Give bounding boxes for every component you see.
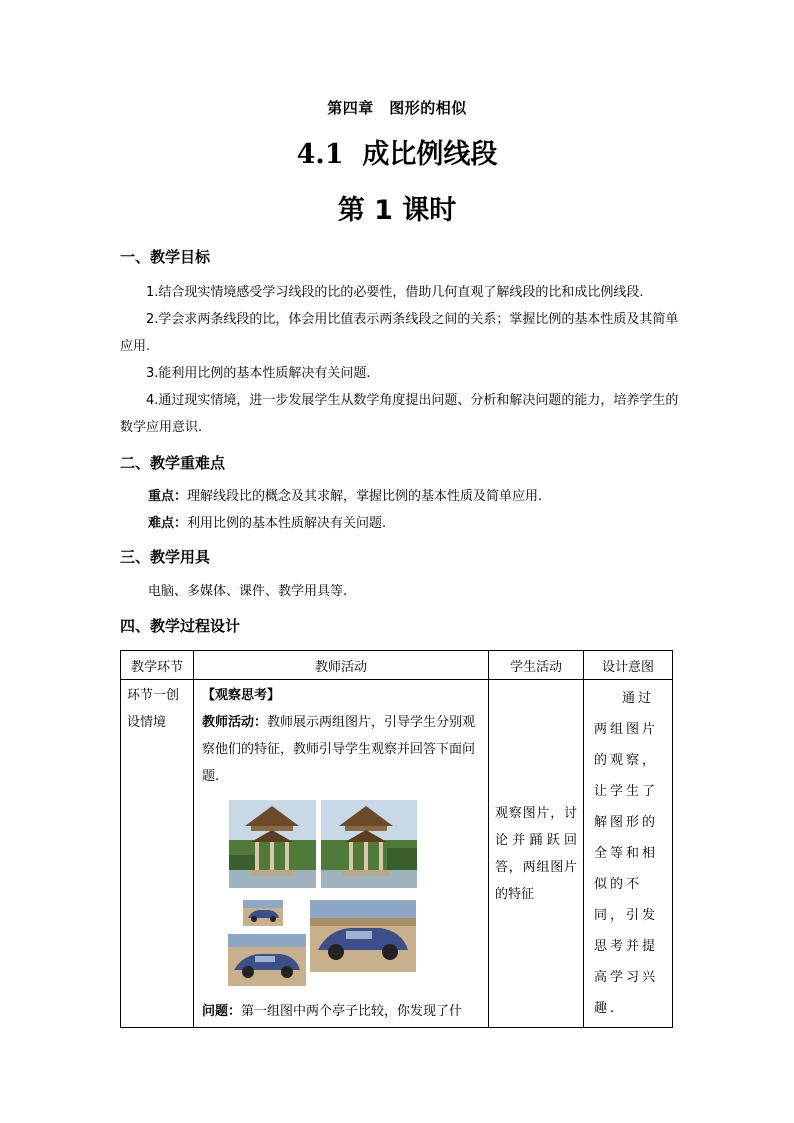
goal-item: 4.通过现实情境，进一步发展学生从数学角度提出问题、分析和解决问题的能力，培养学生的数学应用意识. xyxy=(120,393,679,435)
key-point-label: 重点： xyxy=(148,489,188,504)
process-table xyxy=(120,650,673,1028)
process-heading: 四、教学过程设计 xyxy=(120,617,241,635)
teacher-label: 教师活动： xyxy=(202,715,268,730)
stage-cell: 环节一创设情境 xyxy=(121,680,194,1028)
student-cell: 观察图片，讨论并踊跃回答，两组图片的特征 xyxy=(489,680,584,1028)
lesson-title xyxy=(0,132,794,171)
difficulty-label: 难点： xyxy=(148,516,188,531)
difficulty-text: 利用比例的基本性质解决有关问题. xyxy=(187,516,387,531)
teacher-activity xyxy=(202,709,480,790)
pavilion-image xyxy=(321,800,417,888)
tools-text: 电脑、多媒体、课件、教学用具等. xyxy=(148,584,348,599)
teacher-tag: 【观察思考】 xyxy=(202,688,281,703)
intent-cell xyxy=(584,680,673,1028)
goals-heading: 一、教学目标 xyxy=(120,248,211,266)
key-point-text: 理解线段比的概念及其求解，掌握比例的基本性质及简单应用. xyxy=(187,489,543,504)
tools-heading: 三、教学用具 xyxy=(120,548,211,566)
question-label: 问题： xyxy=(202,1004,242,1019)
goal-item: 3.能利用比例的基本性质解决有关问题. xyxy=(146,366,371,381)
header-student: 学生活动 xyxy=(489,651,584,680)
pavilion-image xyxy=(229,800,316,888)
table-row xyxy=(121,680,673,1028)
chapter-heading: 第四章 图形的相似 xyxy=(327,99,467,117)
header-intent: 设计意图 xyxy=(584,651,673,680)
difficulty-point xyxy=(148,510,688,537)
question xyxy=(202,998,480,1025)
header-stage: 教学环节 xyxy=(121,651,194,680)
teacher-text: 教师展示两组图片，引导学生分别观察他们的特征，教师引导学生观察并回答下面问题. xyxy=(202,715,476,784)
lesson-subtitle: 第 1 课时 xyxy=(337,195,457,226)
key-point xyxy=(148,483,688,510)
question-text: 第一组图中两个亭子比较，你发现了什 xyxy=(241,1004,463,1019)
lesson-title-text: 成比例线段 xyxy=(362,139,498,170)
key-points-heading: 二、教学重难点 xyxy=(120,454,226,472)
goal-item: 2.学会求两条线段的比，体会用比值表示两条线段之间的关系；掌握比例的基本性质及其简单应用. xyxy=(120,312,679,354)
table-header-row xyxy=(121,651,673,680)
image-group xyxy=(202,796,480,992)
car-image xyxy=(310,900,416,972)
lesson-number: 4.1 xyxy=(296,139,344,170)
car-image xyxy=(243,900,283,926)
goal-item: 1.结合现实情境感受学习线段的比的必要性，借助几何直观了解线段的比和成比例线段. xyxy=(146,285,644,300)
goals-list xyxy=(120,279,680,441)
teacher-cell xyxy=(194,680,489,1028)
header-teacher: 教师活动 xyxy=(194,651,489,680)
intent-text: 通过两组图片的观察，让学生了解图形的全等和相似的不同，引发思考并提高学习兴趣. xyxy=(594,691,659,1016)
car-image xyxy=(228,934,306,986)
